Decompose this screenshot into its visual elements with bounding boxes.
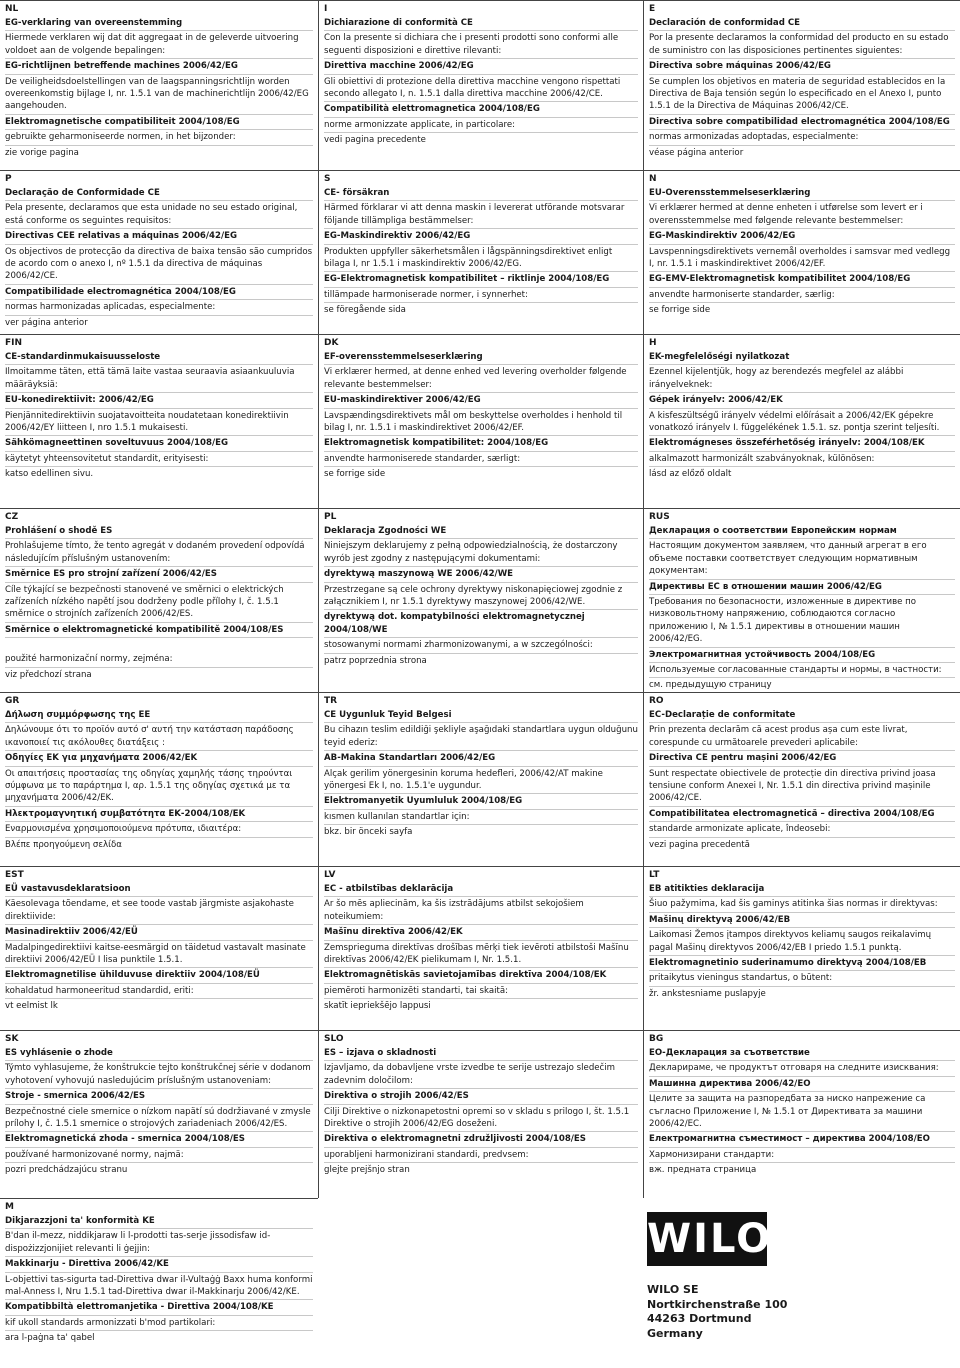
declaration-title: EÜ vastavusdeklaratsioon — [5, 883, 313, 897]
standards-label: kohaldatud harmoneeritud standardid, eriti: — [5, 985, 313, 999]
standards-reference: patrz poprzednia strona — [324, 655, 427, 666]
language-code: S — [324, 174, 331, 184]
standards-reference: viz předchozí strana — [5, 669, 92, 680]
directive-machinery: Masinadirektiiv 2006/42/EÜ — [5, 926, 313, 940]
declaration-intro: Ar šo mēs apliecinām, ka šis izstrādājums atbilst sekojošiem noteikumiem: — [324, 898, 638, 925]
declaration-intro: Käesolevaga tõendame, et see toode vastab järgmiste asjakohaste direktiivide: — [5, 898, 313, 925]
section-e — [643, 0, 960, 170]
directive-machinery: Directiva CE pentru mașini 2006/42/EG — [649, 752, 955, 766]
section-lt — [643, 866, 960, 1030]
language-code: P — [5, 174, 12, 184]
declaration-title: CE Uygunluk Teyid Belgesi — [324, 709, 638, 723]
standards-reference: skatīt iepriekšējo lappusi — [324, 1001, 431, 1012]
standards-label: tillämpade harmoniserade normer, i synnerhet: — [324, 289, 638, 303]
standards-reference: se föregående sida — [324, 305, 406, 316]
directive-emc: Elektromanyetik Uyumluluk 2004/108/EG — [324, 795, 638, 809]
section-rus — [643, 508, 960, 692]
directive-emc: Електромагнитна съместимост – директива 2004/108/ЕО — [649, 1133, 955, 1147]
directive-low-voltage: Cilji Direktive o nizkonapetostni opremi so v skladu s prilogo I, št. 1.5.1 Direktive o strojih 2006/42/EG doseženi. — [324, 1106, 638, 1133]
directive-emc: Kompatibbiltà elettromanjetika - Direttiva 2004/108/KE — [5, 1301, 313, 1315]
directive-machinery: Directiva sobre máquinas 2006/42/EG — [649, 60, 955, 74]
standards-reference: žr. ankstesniame puslapyje — [649, 988, 766, 999]
standards-reference: véase página anterior — [649, 147, 744, 158]
standards-label: alkalmazott harmonizált szabványoknak, különösen: — [649, 453, 955, 467]
standards-label: gebruikte geharmoniseerde normen, in het bijzonder: — [5, 131, 313, 145]
standards-label: anvendte harmoniserte standarder, særlig: — [649, 289, 955, 303]
directive-emc: Směrnice o elektromagnetické kompatibilitě 2004/108/ES — [5, 624, 313, 638]
logo-text: WILO — [647, 1216, 773, 1262]
company-address — [647, 1283, 907, 1341]
directive-machinery: Směrnice ES pro strojní zařízení 2006/42/ES — [5, 568, 313, 582]
directive-low-voltage: Produkten uppfyller säkerhetsmålen i lågspänningsdirektivet enligt bilaga I, nr 1.5.1 i maskindirektiv 2006/42/EG. — [324, 246, 638, 273]
declaration-intro: Vi erklærer hermed, at denne enhed ved levering overholder følgende relevante bestemmelser: — [324, 366, 638, 393]
standards-label: standarde armonizate aplicate, îndeosebi: — [649, 823, 955, 837]
language-code: TR — [324, 696, 338, 706]
directive-low-voltage: Se cumplen los objetivos en materia de seguridad establecidos en la Directiva de Baja tensión según lo especificado en el Anexo I, punto 1.5.1 de la Directiva de Máquinas 2006/42/CE. — [649, 76, 955, 115]
directive-emc: Ηλεκτρομαγνητική συμβατότητα ΕΚ-2004/108/ΕΚ — [5, 808, 313, 822]
language-code: DK — [324, 338, 339, 348]
section-slo — [318, 1030, 643, 1198]
section-tr — [318, 692, 643, 866]
directive-machinery: EG-Maskindirektiv 2006/42/EG — [649, 230, 955, 244]
language-code: EST — [5, 870, 24, 880]
directive-machinery: Οδηγίες EK για μηχανήματα 2006/42/ΕΚ — [5, 752, 313, 766]
declaration-intro: Vi erklærer hermed at denne enheten i utførelse som levert er i overensstemmelse med følgende relevante bestemmelser: — [649, 202, 955, 229]
declaration-title: Декларация о соответствии Европейским нормам — [649, 525, 955, 539]
standards-label: piemēroti harmonizēti standarti, tai skaitā: — [324, 985, 638, 999]
language-code: FIN — [5, 338, 23, 348]
declaration-title: EK-megfelelőségi nyilatkozat — [649, 351, 955, 365]
section-i — [318, 0, 643, 170]
declaration-intro: Šiuo pažymima, kad šis gaminys atitinka šias normas ir direktyvas: — [649, 898, 955, 912]
directive-emc: Directiva sobre compatibilidad electromagnética 2004/108/EG — [649, 116, 955, 130]
standards-label: norme armonizzate applicate, in particolare: — [324, 119, 638, 133]
directive-emc: Elektromagnetinio suderinamumo direktyvą 2004/108/EB — [649, 957, 955, 971]
directive-low-voltage: Alçak gerilim yönergesinin koruma hedefleri, 2006/42/AT makine yönergesi Ek I, no. 1.5.1'e uygundur. — [324, 768, 638, 795]
directive-low-voltage: Οι απαιτήσεις προστασίας της οδηγίας χαμηλής τάσης τηρούνται σύμφωνα με το παράρτημα I, αρ. 1.5.1 της οδηγίας σχετικά με τα μηχανήματα 2006/42/ΕΚ. — [5, 768, 313, 807]
declaration-intro: Bu cihazın teslim edildiği şekliyle aşağıdaki standartlara uygun olduğunu teyid ederiz: — [324, 724, 638, 751]
directive-machinery: Машинна директива 2006/42/ЕО — [649, 1078, 955, 1092]
directive-machinery: Gépek irányelv: 2006/42/EK — [649, 394, 955, 408]
standards-reference: ara l-paġna ta' qabel — [5, 1333, 95, 1344]
directive-low-voltage: Lavspenningsdirektivets vernemål overholdes i samsvar med vedlegg I, nr. 1.5.1 i maskindirektivet 2006/42/EF. — [649, 246, 955, 273]
section-s — [318, 170, 643, 334]
standards-reference: se forrige side — [324, 469, 386, 480]
language-code: CZ — [5, 512, 19, 522]
section-ro — [643, 692, 960, 866]
directive-machinery: Mašinų direktyvą 2006/42/EB — [649, 914, 955, 928]
language-code: M — [5, 1202, 14, 1212]
directive-machinery: Mašīnu direktīva 2006/42/EK — [324, 926, 638, 940]
standards-label: normas harmonizadas aplicadas, especialmente: — [5, 301, 313, 315]
section-sk — [0, 1030, 318, 1198]
directive-low-voltage: Bezpečnostné ciele smernice o nízkom napätí sú dodržiavané v zmysle prílohy I, č. 1.5.1 smernice o strojových zariadeniach 2006/42/ES. — [5, 1106, 313, 1133]
directive-low-voltage: Os objectivos de protecção da directiva de baixa tensão são cumpridos de acordo com o anexo I, nº 1.5.1 da directiva de máquinas 2006/42/CE. — [5, 246, 313, 285]
standards-label: kif ukoll standards armonizzati b'mod partikolari: — [5, 1317, 313, 1331]
directive-low-voltage: Целите за защита на разпоредбата за ниско напрежение са съгласно Приложение I, № 1.5.1 от Директивата за машини 2006/42/ЕС. — [649, 1093, 955, 1132]
directive-low-voltage: Pienjännitedirektiivin suojatavoitteita noudatetaan konedirektiivin 2006/42/EY liitteen I, nro 1.5.1 mukaisesti. — [5, 410, 313, 437]
declaration-intro: Pela presente, declaramos que esta unidade no seu estado original, está conforme os seguintes requisitos: — [5, 202, 313, 229]
directive-emc: Direktiva o elektromagnetni združljivosti 2004/108/ES — [324, 1133, 638, 1147]
directive-low-voltage: Cíle týkající se bezpečnosti stanovené ve směrnici o elektrických zařízeních nízkého napětí jsou dodrženy podle přílohy I, č. 1.5.1 směrnice o strojních zařízeních 2006/42/ES. — [5, 584, 313, 623]
standards-label: käytetyt yhteensovitetut standardit, erityisesti: — [5, 453, 313, 467]
standards-label: anvendte harmoniserede standarder, særligt: — [324, 453, 638, 467]
directive-machinery: Direttiva macchine 2006/42/EG — [324, 60, 638, 74]
standards-reference: см. предыдущую страницу — [649, 680, 772, 691]
directive-low-voltage: De veiligheidsdoelstellingen van de laagspanningsrichtlijn worden overeenkomstig bijlage I, nr. 1.5.1 van de machinerichtlijn 2006/42/EG aangehouden. — [5, 76, 313, 115]
standards-reference: glejte prejšnjo stran — [324, 1165, 410, 1176]
declaration-title: Declaração de Conformidade CE — [5, 187, 313, 201]
standards-label: Используемые согласованные стандарты и нормы, в частности: — [649, 664, 955, 678]
directive-low-voltage: Madalpingedirektiivi kaitse-eesmärgid on täidetud vastavalt masinate direktiivi 2006/42/EÜ I lisa punktile 1.5.1. — [5, 942, 313, 969]
declaration-intro: Härmed förklarar vi att denna maskin i levererat utförande motsvarar följande tillämpliga bestämmelser: — [324, 202, 638, 229]
standards-reference: lásd az előző oldalt — [649, 469, 732, 480]
language-code: PL — [324, 512, 337, 522]
directive-machinery: Directivas CEE relativas a máquinas 2006/42/EG — [5, 230, 313, 244]
directive-machinery: EU-maskindirektiver 2006/42/EG — [324, 394, 638, 408]
standards-label: kısmen kullanılan standartlar için: — [324, 811, 638, 825]
declaration-intro: Niniejszym deklarujemy z pełną odpowiedzialnością, że dostarczony wyrób jest zgodny z następującymi dokumentami: — [324, 540, 638, 567]
directive-machinery: EG-richtlijnen betreffende machines 2006/42/EG — [5, 60, 313, 74]
standards-label: pritaikytus vieningus standartus, o būtent: — [649, 972, 955, 986]
section-gr — [0, 692, 318, 866]
standards-reference: Βλέπε προηγούμενη σελίδα — [5, 839, 122, 850]
language-code: SLO — [324, 1034, 344, 1044]
section-nl — [0, 0, 318, 170]
directive-low-voltage: Sunt respectate obiectivele de protecție din directiva privind joasa tensiune conform Anexei I, Nr. 1.5.1 din directiva privind mașinile 2006/42/CE. — [649, 768, 955, 807]
declaration-intro: Δηλώνουμε ότι το προϊόν αυτό σ' αυτή την κατάσταση παράδοσης ικανοποιεί τις ακόλουθες διατάξεις : — [5, 724, 313, 751]
directive-emc: Sähkömagneettinen soveltuvuus 2004/108/EG — [5, 437, 313, 451]
directive-emc: Elektromagnetisk kompatibilitet: 2004/108/EG — [324, 437, 638, 451]
language-code: LV — [324, 870, 336, 880]
declaration-title: ES – izjava o skladnosti — [324, 1047, 638, 1061]
declaration-title: Δήλωση συμμόρφωσης της ΕΕ — [5, 709, 313, 723]
directive-emc: EG-Elektromagnetisk kompatibilitet – riktlinje 2004/108/EG — [324, 273, 638, 287]
standards-reference: vt eelmist lk — [5, 1001, 58, 1012]
directive-emc: Elektromagnetická zhoda - smernica 2004/108/ES — [5, 1133, 313, 1147]
standards-reference: zie vorige pagina — [5, 147, 79, 158]
directive-machinery: dyrektywą maszynową WE 2006/42/WE — [324, 568, 638, 582]
directive-emc: Compatibilità elettromagnetica 2004/108/EG — [324, 103, 638, 117]
directive-low-voltage: Zemsprieguma direktīvas drošības mērķi tiek ievēroti atbilstoši Mašīnu direktīvas 2006/42/EK pielikumam I, Nr. 1.5.1. — [324, 942, 638, 969]
directive-low-voltage: Требования по безопасности, изложенные в директиве по низковольтному напряжению, соблюдаются согласно приложению I, № 1.5.1 директивы в отношении машин 2006/42/EG. — [649, 596, 955, 648]
declaration-title: ES vyhlásenie o zhode — [5, 1047, 313, 1061]
directive-emc: Elektromagnetilise ühilduvuse direktiiv 2004/108/EÜ — [5, 969, 313, 983]
declaration-title: Dikjarazzjoni ta' konformità KE — [5, 1215, 313, 1229]
declaration-title: CE- försäkran — [324, 187, 638, 201]
declaration-intro: Con la presente si dichiara che i presenti prodotti sono conformi alle seguenti disposizioni e direttive rilevanti: — [324, 32, 638, 59]
directive-emc: Elektromagnētiskās savietojamības direktīva 2004/108/EK — [324, 969, 638, 983]
declaration-intro: Ezennel kijelentjük, hogy az berendezés megfelel az alábbi irányelveknek: — [649, 366, 955, 393]
directive-low-voltage: A kisfeszültségű irányelv védelmi előírásait a 2006/42/EK gépekre vonatkozó irányelv I. függelékének 1.5.1. sz. pontja szerint teljesíti. — [649, 410, 955, 437]
standards-reference: bkz. bir önceki sayfa — [324, 827, 413, 838]
company-street: Nortkirchenstraße 100 — [647, 1297, 788, 1311]
section-pl — [318, 508, 643, 692]
declaration-title: Prohlášení o shodě ES — [5, 525, 313, 539]
directive-machinery: AB-Makina Standartları 2006/42/EG — [324, 752, 638, 766]
standards-reference: pozri predchádzajúcu stranu — [5, 1165, 128, 1176]
standards-reference: se forrige side — [649, 305, 711, 316]
declaration-intro: Hiermede verklaren wij dat dit aggregaat in de geleverde uitvoering voldoet aan de volgende bepalingen: — [5, 32, 313, 59]
standards-label: použité harmonizační normy, zejména: — [5, 653, 313, 667]
declaration-intro: Prin prezenta declarăm că acest produs așa cum este livrat, corespunde cu următoarele prevederi aplicabile: — [649, 724, 955, 751]
standards-label: normas armonizadas adoptadas, especialmente: — [649, 131, 955, 145]
directive-machinery: EU-konedirektiivit: 2006/42/EG — [5, 394, 313, 408]
declaration-intro: Prohlašujeme tímto, že tento agregát v dodaném provedení odpovídá následujícím příslušným ustanovením: — [5, 540, 313, 567]
declaration-title: EC - atbilstības deklarācija — [324, 883, 638, 897]
declaration-intro: Ilmoitamme täten, että tämä laite vastaa seuraavia asiaankuuluvia määräyksiä: — [5, 366, 313, 393]
declaration-title: ЕО-Декларация за съответствие — [649, 1047, 955, 1061]
section-h — [643, 334, 960, 508]
standards-reference: ver página anterior — [5, 317, 88, 328]
declaration-title: CE-standardinmukaisuusseloste — [5, 351, 313, 365]
directive-machinery: Direktiva o strojih 2006/42/ES — [324, 1090, 638, 1104]
standards-reference: vezi pagina precedentă — [649, 839, 750, 850]
declaration-intro: B'dan il-mezz, niddikjaraw li l-prodotti tas-serje jissodisfaw id-dispożizzjonijiet relevanti li ġejjin: — [5, 1230, 313, 1257]
standards-label: uporabljeni harmonizirani standardi, predvsem: — [324, 1149, 638, 1163]
section-est — [0, 866, 318, 1030]
section-dk — [318, 334, 643, 508]
standards-label: Εναρμονισμένα χρησιμοποιούμενα πρότυπα, ιδιαιτέρα: — [5, 823, 313, 837]
declaration-title: Dichiarazione di conformità CE — [324, 17, 638, 31]
declaration-intro: Декларираме, че продуктът отговаря на следните изисквания: — [649, 1062, 955, 1076]
directive-emc: Elektromágneses összeférhetőség irányelv: 2004/108/EK — [649, 437, 955, 451]
company-name: WILO SE — [647, 1283, 699, 1296]
declaration-intro: Настоящим документом заявляем, что данный агрегат в его объеме поставки соответствует следующим нормативным документам: — [649, 540, 955, 579]
directive-machinery: Директивы ЕС в отношении машин 2006/42/EG — [649, 581, 955, 595]
directive-emc: Электромагнитная устойчивость 2004/108/EG — [649, 649, 955, 663]
directive-low-voltage: L-objettivi tas-sigurta tad-Direttiva dwar il-Vultaġġ Baxx huma konformi mal-Anness I, Nru 1.5.1 tad-Direttiva dwar il-Makkinarju 2006/42/KE. — [5, 1274, 313, 1301]
directive-low-voltage: Przestrzegane są cele ochrony dyrektywy niskonapięciowej zgodnie z załącznikiem I, nr 1.5.1 dyrektywy maszynowej 2006/42/WE. — [324, 584, 638, 611]
standards-reference: вж. предната страница — [649, 1165, 757, 1176]
standards-label: stosowanymi normami zharmonizowanymi, a w szczególności: — [324, 639, 638, 653]
language-code: N — [649, 174, 657, 184]
language-code: RUS — [649, 512, 670, 522]
wilo-logo — [647, 1212, 773, 1266]
declaration-title: Deklaracja Zgodności WE — [324, 525, 638, 539]
declaration-title: EU-Overensstemmelseserklæring — [649, 187, 955, 201]
language-code: GR — [5, 696, 20, 706]
language-code: LT — [649, 870, 660, 880]
standards-reference: vedi pagina precedente — [324, 135, 426, 146]
directive-low-voltage: Lavspændingsdirektivets mål om beskyttelse overholdes i henhold til bilag I, nr. 1.5.1 i maskindirektivet 2006/42/EF. — [324, 410, 638, 437]
directive-low-voltage: Laikomasi Žemos įtampos direktyvos keliamų saugos reikalavimų pagal Mašinų direktyvos 2006/42/EB I priedo 1.5.1 punktą. — [649, 929, 955, 956]
standards-label: Хармонизирани стандарти: — [649, 1149, 955, 1163]
language-code: NL — [5, 4, 19, 14]
declaration-title: EF-overensstemmelseserklæring — [324, 351, 638, 365]
directive-emc: Elektromagnetische compatibiliteit 2004/108/EG — [5, 116, 313, 130]
directive-emc: dyrektywą dot. kompatybilności elektromagnetycznej 2004/108/WE — [324, 611, 638, 638]
language-code: SK — [5, 1034, 19, 1044]
spacer — [5, 639, 313, 653]
directive-machinery: Makkinarju - Direttiva 2006/42/KE — [5, 1258, 313, 1272]
language-code: H — [649, 338, 657, 348]
language-code: I — [324, 4, 328, 14]
declaration-title: EB atitikties deklaracija — [649, 883, 955, 897]
directive-machinery: EG-Maskindirektiv 2006/42/EG — [324, 230, 638, 244]
declaration-title: Declaración de conformidad CE — [649, 17, 955, 31]
company-country: Germany — [647, 1326, 703, 1340]
language-code: BG — [649, 1034, 664, 1044]
section-bg — [643, 1030, 960, 1198]
declaration-title: EG-verklaring van overeenstemming — [5, 17, 313, 31]
declaration-intro: Týmto vyhlasujeme, že konštrukcie tejto konštrukčnej série v dodanom vyhotovení vyhovujú nasledujúcim príslušným ustanoveniam: — [5, 1062, 313, 1089]
directive-emc: Compatibilitatea electromagnetică – directiva 2004/108/EG — [649, 808, 955, 822]
declaration-title: EC-Declarație de conformitate — [649, 709, 955, 723]
language-code: RO — [649, 696, 664, 706]
section-cz — [0, 508, 318, 692]
company-city: 44263 Dortmund — [647, 1312, 752, 1325]
declaration-intro: Izjavljamo, da dobavljene vrste izvedbe te serije ustrezajo sledečim zadevnim določilom: — [324, 1062, 638, 1089]
standards-reference: katso edellinen sivu. — [5, 469, 94, 480]
directive-machinery: Stroje - smernica 2006/42/ES — [5, 1090, 313, 1104]
standards-label: používané harmonizované normy, najmä: — [5, 1149, 313, 1163]
section-n — [643, 170, 960, 334]
section-lv — [318, 866, 643, 1030]
section-p — [0, 170, 318, 334]
directive-emc: Compatibilidade electromagnética 2004/108/EG — [5, 286, 313, 300]
declaration-intro: Por la presente declaramos la conformidad del producto en su estado de suministro con las disposiciones pertinentes siguientes: — [649, 32, 955, 59]
language-code: E — [649, 4, 656, 14]
section-m — [0, 1198, 318, 1368]
section-fin — [0, 334, 318, 508]
directive-low-voltage: Gli obiettivi di protezione della direttiva macchine vengono rispettati secondo allegato I, n. 1.5.1 dalla direttiva macchine 2006/42/CE. — [324, 76, 638, 103]
directive-emc: EG-EMV-Elektromagnetisk kompatibilitet 2004/108/EG — [649, 273, 955, 287]
